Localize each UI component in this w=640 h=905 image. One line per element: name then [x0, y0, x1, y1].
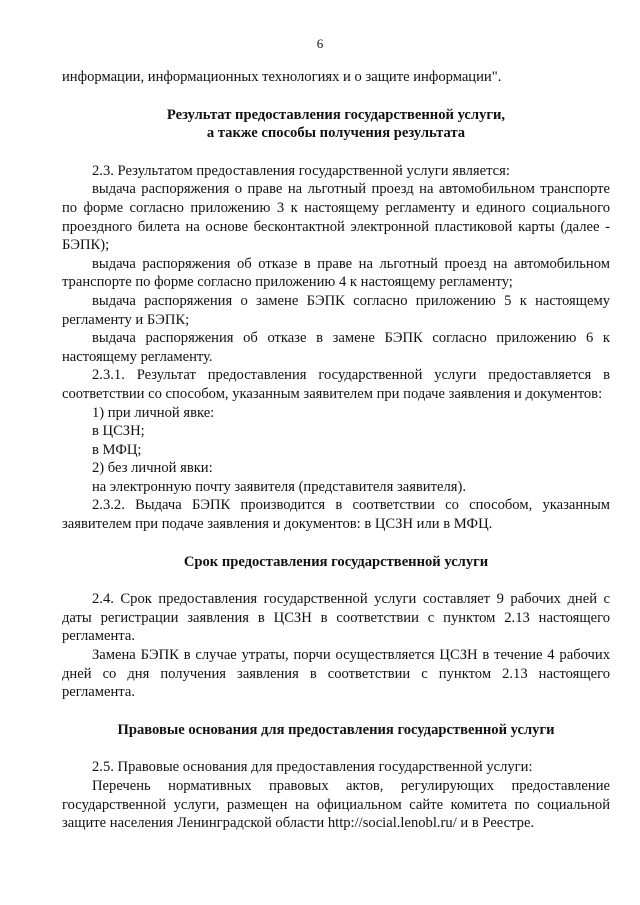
- paragraph-result-permit: выдача распоряжения о праве на льготный проезд на автомобильном транспорте по форме согласно приложению 3 к настоящему регламенту и единого социального проездного билета на основе бесконтактной электронной пластиковой карты (далее - БЭПК);: [62, 181, 610, 254]
- paragraph-result-refusal: выдача распоряжения об отказе в праве на льготный проезд на автомобильном транспорте по форме согласно приложению 4 к настоящему регламенту;: [62, 255, 610, 291]
- paragraph-result-replacement: выдача распоряжения о замене БЭПК согласно приложению 5 к настоящему регламенту и БЭПК;: [62, 292, 610, 328]
- paragraph-2-3-2: 2.3.2. Выдача БЭПК производится в соответствии со способом, указанным заявителем при подаче заявления и документов: в ЦСЗН или в МФЦ.: [62, 497, 610, 533]
- paragraph-2-5: 2.5. Правовые основания для предоставления государственной услуги:: [92, 759, 533, 776]
- section-heading-result-line1: Результат предоставления государственной услуги,: [166, 106, 506, 123]
- section-heading-term: Срок предоставления государственной услуги: [183, 553, 489, 570]
- list-item-remote: 2) без личной явки:: [92, 460, 213, 477]
- paragraph-legal-acts: Перечень нормативных правовых актов, регулирующих предоставление государственной услуги, размещен на официальном сайте комитета по социальной защите населения Ленинградской области http://social.lenobl.ru/ и в Реестре.: [62, 778, 610, 832]
- carryover-line: информации, информационных технологиях и о защите информации".: [62, 69, 502, 85]
- section-heading-legal-basis: Правовые основания для предоставления государственной услуги: [117, 721, 555, 738]
- document-body: [62, 68, 610, 833]
- paragraph-2-3: 2.3. Результатом предоставления государственной услуги является:: [92, 162, 510, 179]
- paragraph-replacement-term: Замена БЭПК в случае утраты, порчи осуществляется ЦСЗН в течение 4 рабочих дней со дня получения заявления в соответствии с пунктом 2.13 настоящего регламента.: [62, 647, 610, 701]
- paragraph-result-replacement-refusal: выдача распоряжения об отказе в замене БЭПК согласно приложению 6 к настоящему регламенту.: [62, 330, 610, 365]
- paragraph-2-4: 2.4. Срок предоставления государственной услуги составляет 9 рабочих дней с даты регистрации заявления в ЦСЗН в соответствии с пунктом 2.13 настоящего регламента.: [62, 591, 610, 645]
- list-item-email: на электронную почту заявителя (представителя заявителя).: [92, 478, 466, 495]
- list-item-mfc: в МФЦ;: [92, 441, 142, 458]
- paragraph-2-3-1: 2.3.1. Результат предоставления государственной услуги предоставляется в соответствии со способом, указанным заявителем при подаче заявления и документов:: [62, 367, 610, 402]
- section-heading-result-line2: а также способы получения результата: [206, 125, 466, 142]
- list-item-in-person: 1) при личной явке:: [92, 404, 215, 421]
- page-number: 6: [316, 36, 324, 51]
- list-item-cszn: в ЦСЗН;: [92, 423, 145, 440]
